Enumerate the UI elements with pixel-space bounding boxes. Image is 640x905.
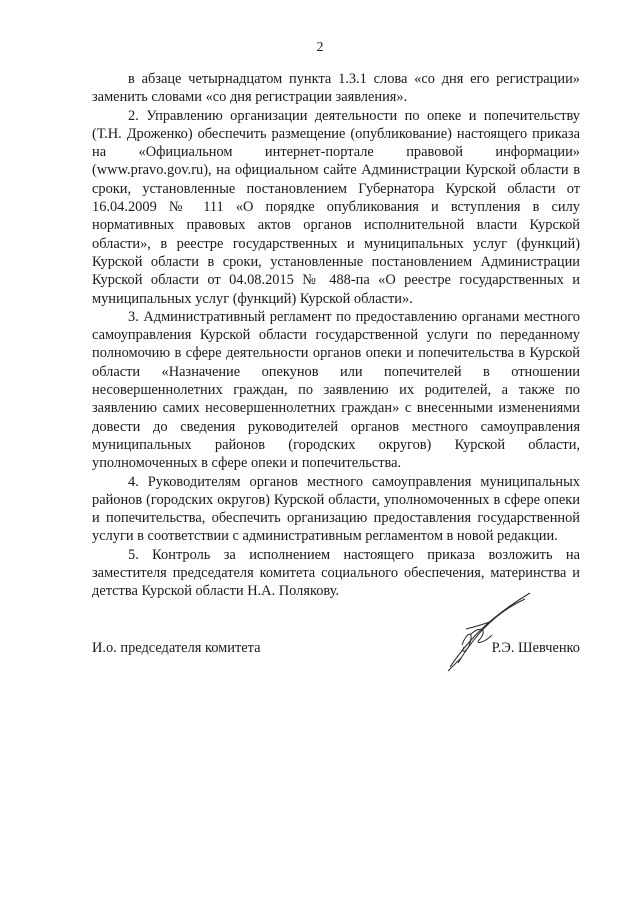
paragraph-item-5: 5. Контроль за исполнением настоящего приказа возложить на заместителя председателя комитета социального обеспечения, материнства и детства Курской области Н.А. Полякову. xyxy=(92,546,580,600)
signatory-name: Р.Э. Шевченко xyxy=(491,640,580,656)
document-body xyxy=(92,70,580,601)
paragraph-item-3: 3. Административный регламент по предоставлению органами местного самоуправления Курской области государственной услуги по переданному полномочию в сфере деятельности органов опеки и попечительства в Курской области «Назначение опекунов или попечителей в отношении несовершеннолетних граждан, по заявлению их родителей, а также по заявлению самих несовершеннолетних граждан» с внесенными изменениями довести до сведения руководителей органов местного самоуправления муниципальных районов (городских округов) Курской области, уполномоченных в сфере опеки и попечительства. xyxy=(92,308,580,472)
handwritten-signature xyxy=(440,585,540,675)
paragraph-item-2: 2. Управлению организации деятельности по опеке и попечительству (Т.Н. Дроженко) обеспечить размещение (опубликование) настоящего приказа на «Официальном интернет-портале правовой информации» (www.pravo.gov.ru), на официальном сайте Администрации Курской области в сроки, установленные постановлением Губернатора Курской области от 16.04.2009 № 111 «О порядке опубликования и вступления в силу нормативных правовых актов органов исполнительной власти Курской области», в реестре государственных и муниципальных услуг (функций) Курской области в сроки, установленные постановлением Администрации Курской области от 04.08.2015 № 488-па «О реестре государственных и муниципальных услуг (функций) Курской области». xyxy=(92,107,580,307)
paragraph-item-4: 4. Руководителям органов местного самоуправления муниципальных районов (городских округов) Курской области, уполномоченных в сфере опеки и попечительства, обеспечить организацию предоставления государственной услуги в соответствии с административным регламентом в новой редакции. xyxy=(92,473,580,545)
signatory-title: И.о. председателя комитета xyxy=(92,640,261,656)
signature-block xyxy=(92,640,580,660)
paragraph-continuation: в абзаце четырнадцатом пункта 1.3.1 слова «со дня его регистрации» заменить словами «со дня регистрации заявления». xyxy=(92,71,580,106)
page-number: 2 xyxy=(316,40,324,55)
